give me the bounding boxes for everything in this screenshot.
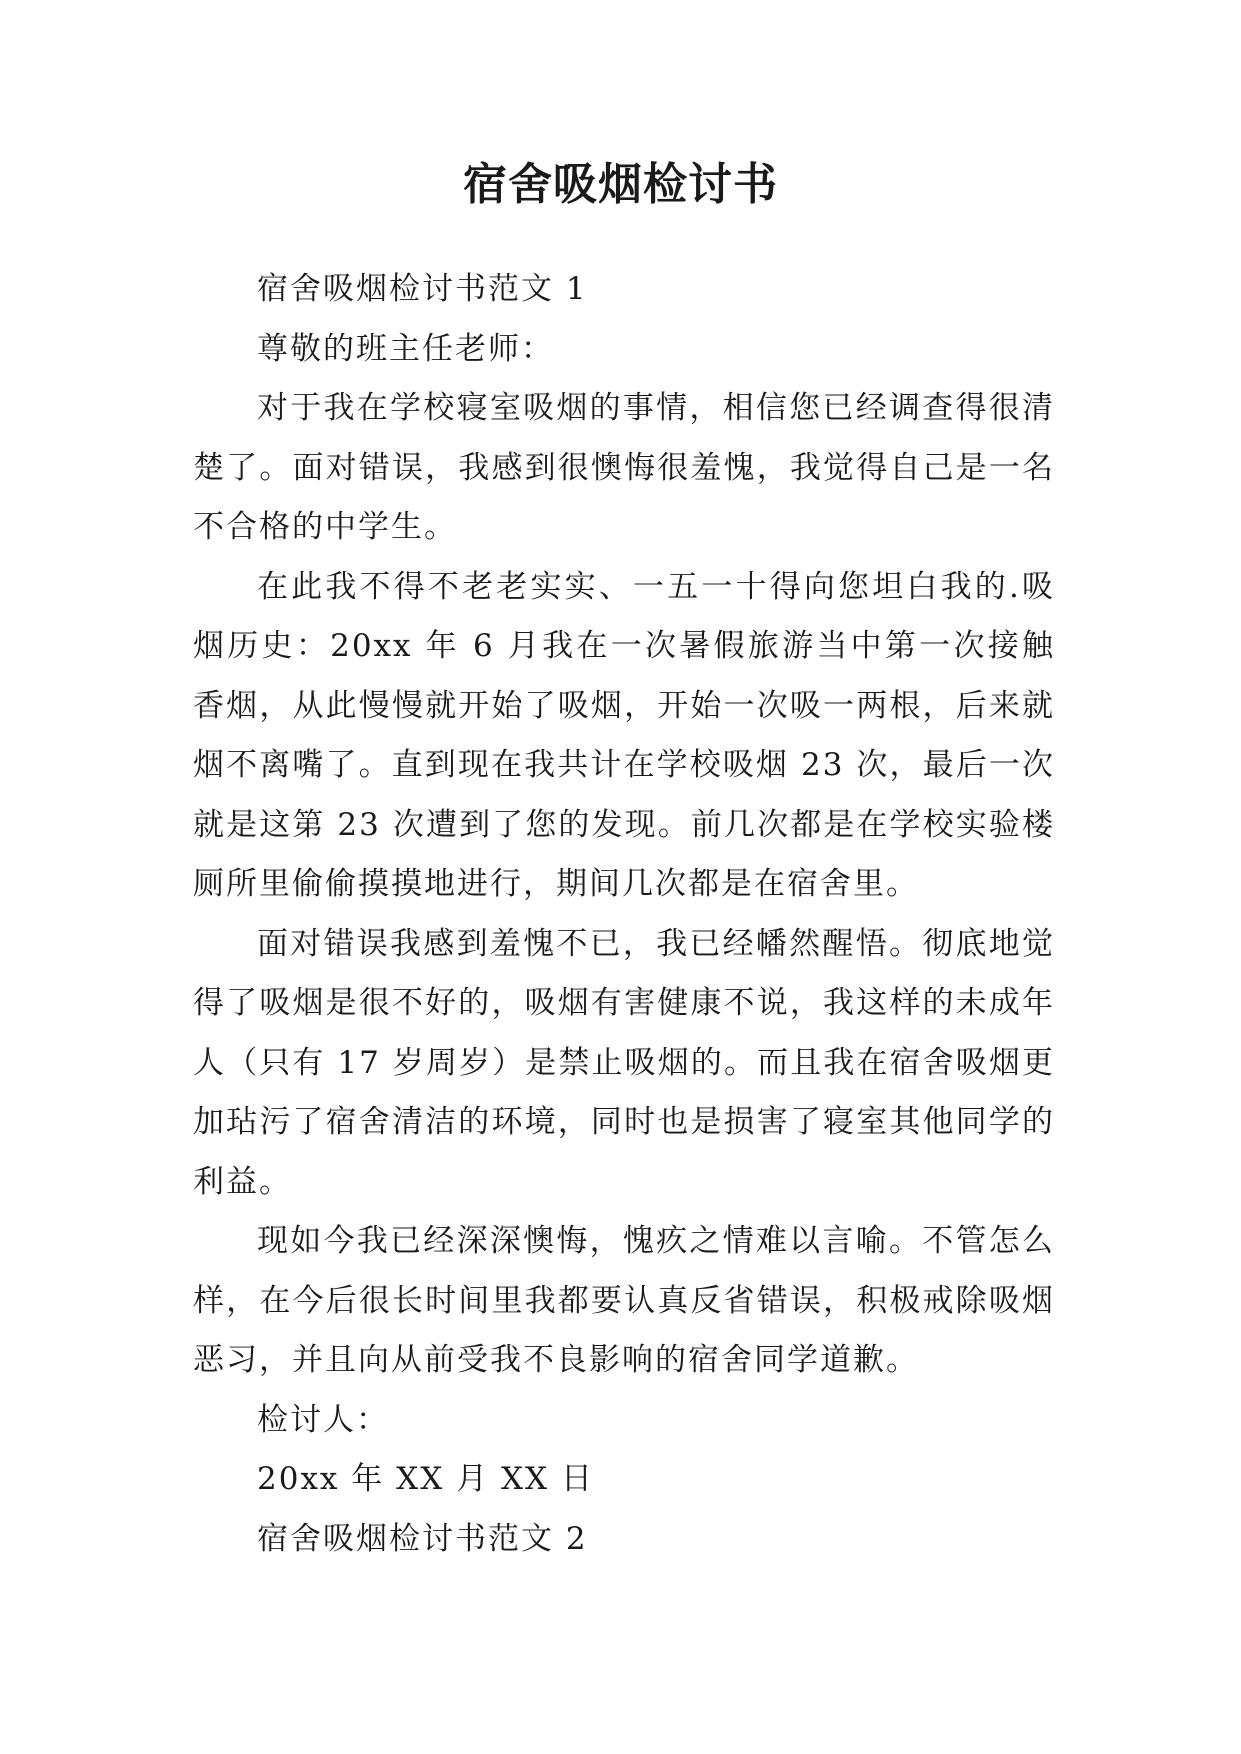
document-body: [193, 260, 1055, 1569]
document-title: 宿舍吸烟检讨书: [463, 159, 778, 210]
section-heading-1: 宿舍吸烟检讨书范文 1: [257, 271, 588, 307]
section-heading-2: 宿舍吸烟检讨书范文 2: [257, 1520, 588, 1557]
paragraph-3: 面对错误我感到羞愧不已，我已经幡然醒悟。彻底地觉得了吸烟是很不好的，吸烟有害健康不说，我这样的未成年人（只有 17 岁周岁）是禁止吸烟的。而且我在宿舍吸烟更加玷污了宿舍清洁的环境，同时也是损害了寝室其他同学的利益。: [193, 925, 1055, 1200]
salutation: 尊敬的班主任老师：: [257, 330, 554, 367]
paragraph-1: 对于我在学校寝室吸烟的事情，相信您已经调查得很清楚了。面对错误，我感到很懊悔很羞愧，我觉得自己是一名不合格的中学生。: [193, 390, 1055, 545]
paragraph-4: 现如今我已经深深懊悔，愧疚之情难以言喻。不管怎么样，在今后很长时间里我都要认真反省错误，积极戒除吸烟恶习，并且向从前受我不良影响的宿舍同学道歉。: [193, 1223, 1055, 1378]
signature-label: 检讨人：: [257, 1401, 389, 1438]
date-line: 20xx 年 XX 月 XX 日: [257, 1461, 594, 1497]
paragraph-2: 在此我不得不老老实实、一五一十得向您坦白我的.吸烟历史：20xx 年 6 月我在一次暑假旅游当中第一次接触香烟，从此慢慢就开始了吸烟，开始一次吸一两根，后来就烟不离嘴了。直到现在我共计在学校吸烟 23 次，最后一次就是这第 23 次遭到了您的发现。前几次都是在学校实验楼厕所里偷偷摸摸地进行，期间几次都是在宿舍里。: [193, 568, 1055, 902]
